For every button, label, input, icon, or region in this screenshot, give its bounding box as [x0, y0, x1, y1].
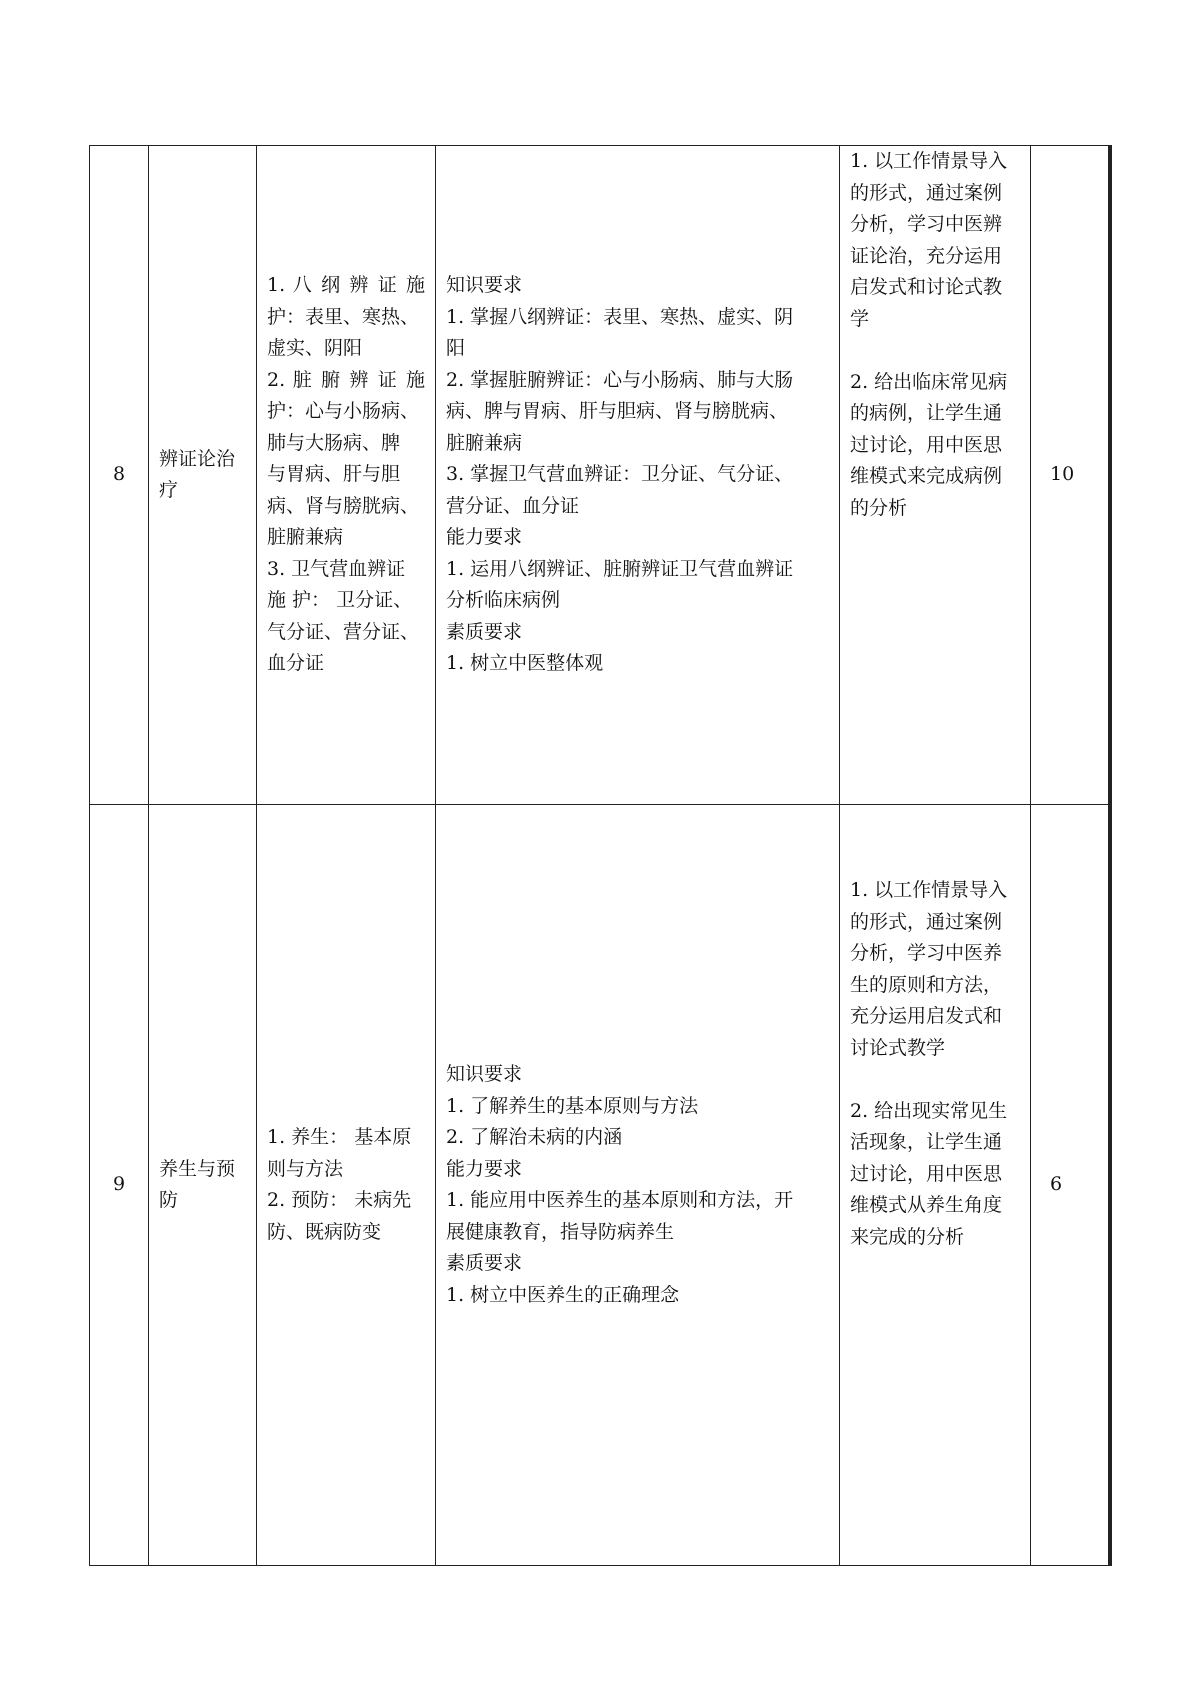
hours-value: 10 — [1050, 463, 1075, 486]
requirement-line: 分析临床病例 — [446, 589, 561, 612]
module-title-line: 疗 — [159, 479, 179, 501]
row-number-text: 9 — [112, 1173, 126, 1196]
requirement-line: 素质要求 — [446, 620, 523, 643]
requirement-line: 能力要求 — [446, 526, 523, 549]
content-line: 病、肾与膀胱病、 — [267, 494, 420, 517]
method-line: 充分运用启发式和 — [850, 1005, 1003, 1027]
content-cell — [257, 805, 436, 1566]
requirement-line: 1. 树立中医整体观 — [446, 652, 604, 675]
teaching-method-cell — [840, 805, 1031, 1566]
requirement-line: 2. 了解治未病的内涵 — [446, 1126, 623, 1148]
content-line: 护：表里、寒热、 — [267, 305, 420, 328]
requirement-line: 1. 能应用中医养生的基本原则和方法，开 — [446, 1189, 794, 1211]
requirement-line: 病、脾与胃病、肝与胆病、肾与膀胱病、 — [446, 400, 789, 423]
requirement-line: 1. 树立中医养生的正确理念 — [446, 1283, 680, 1306]
method-line: 来完成的分析 — [850, 1225, 965, 1248]
requirement-line: 营分证、血分证 — [446, 494, 580, 517]
method-line: 活现象，让学生通 — [850, 1131, 1003, 1153]
requirements-cell — [436, 805, 840, 1566]
requirement-line: 知识要求 — [446, 274, 523, 297]
teaching-method-cell — [840, 146, 1031, 805]
module-title-line: 防 — [159, 1189, 179, 1211]
method-line: 分析，学习中医辨 — [850, 213, 1003, 235]
method-line: 2. 给出临床常见病 — [850, 370, 1008, 393]
method-line: 过讨论，用中医思 — [850, 433, 1003, 456]
content-line: 则与方法 — [267, 1157, 344, 1180]
content-line: 防、既病防变 — [267, 1220, 382, 1243]
method-line: 生的原则和方法， — [850, 973, 1003, 996]
paragraph-gap — [850, 1064, 1020, 1096]
method-line: 2. 给出现实常见生 — [850, 1099, 1008, 1122]
content-line: 1. 八 纲 辨 证 施 — [267, 274, 425, 297]
requirement-line: 3. 掌握卫气营血辨证：卫分证、气分证、 — [446, 463, 794, 486]
table-row — [90, 146, 1110, 805]
table-row — [90, 805, 1110, 1566]
content-line: 气分证、营分证、 — [267, 620, 420, 643]
requirement-line: 阳 — [446, 337, 466, 360]
requirement-line: 1. 了解养生的基本原则与方法 — [446, 1094, 699, 1117]
hours-cell — [1031, 146, 1110, 805]
content-line: 与胃病、肝与胆 — [267, 463, 401, 486]
content-line: 脏腑兼病 — [267, 526, 344, 549]
method-line: 证论治，充分运用 — [850, 244, 1003, 267]
requirement-line: 脏腑兼病 — [446, 431, 523, 454]
requirement-line: 能力要求 — [446, 1157, 523, 1180]
paragraph-gap — [850, 335, 1020, 367]
requirements-cell — [436, 146, 840, 805]
curriculum-table — [89, 145, 1112, 1566]
module-title — [149, 805, 257, 1566]
content-line: 1. 养生： 基本原 — [267, 1126, 412, 1148]
module-title-line: 辨证论治 — [159, 447, 236, 470]
content-line: 2. 脏 腑 辨 证 施 — [267, 368, 425, 391]
method-line: 启发式和讨论式教 — [850, 276, 1003, 298]
method-line: 维模式从养生角度 — [850, 1194, 1003, 1216]
content-line: 3. 卫气营血辨证 — [267, 557, 406, 580]
row-number-text: 8 — [112, 463, 126, 486]
content-line: 2. 预防： 未病先 — [267, 1189, 412, 1211]
module-title — [149, 146, 257, 805]
hours-value: 6 — [1050, 1173, 1063, 1196]
row-number — [90, 805, 149, 1566]
requirement-line: 1. 运用八纲辨证、脏腑辨证卫气营血辨证 — [446, 557, 794, 580]
requirement-line: 1. 掌握八纲辨证：表里、寒热、虚实、阴 — [446, 305, 794, 328]
requirement-line: 2. 掌握脏腑辨证：心与小肠病、肺与大肠 — [446, 368, 794, 391]
content-line: 护：心与小肠病、 — [267, 400, 420, 423]
method-line: 的形式，通过案例 — [850, 181, 1003, 204]
requirement-line: 知识要求 — [446, 1063, 523, 1085]
method-line: 维模式来完成病例 — [850, 465, 1003, 487]
hours-cell — [1031, 805, 1110, 1566]
requirement-line: 素质要求 — [446, 1252, 523, 1274]
requirement-line: 展健康教育，指导防病养生 — [446, 1220, 675, 1243]
content-line: 虚实、阴阳 — [267, 337, 363, 360]
module-title-line: 养生与预 — [159, 1157, 236, 1180]
method-line: 的形式，通过案例 — [850, 910, 1003, 933]
method-line: 讨论式教学 — [850, 1036, 946, 1059]
content-line: 肺与大肠病、脾 — [267, 431, 401, 454]
method-line: 1. 以工作情景导入 — [850, 150, 1008, 172]
content-cell — [257, 146, 436, 805]
content-line: 施 护： 卫分证、 — [267, 589, 413, 612]
method-line: 的分析 — [850, 496, 908, 519]
method-line: 的病例，让学生通 — [850, 402, 1003, 424]
method-line: 过讨论，用中医思 — [850, 1162, 1003, 1185]
content-line: 血分证 — [267, 652, 325, 675]
row-number — [90, 146, 149, 805]
method-line: 分析，学习中医养 — [850, 942, 1003, 964]
method-line: 学 — [850, 307, 870, 330]
method-line: 1. 以工作情景导入 — [850, 879, 1008, 901]
